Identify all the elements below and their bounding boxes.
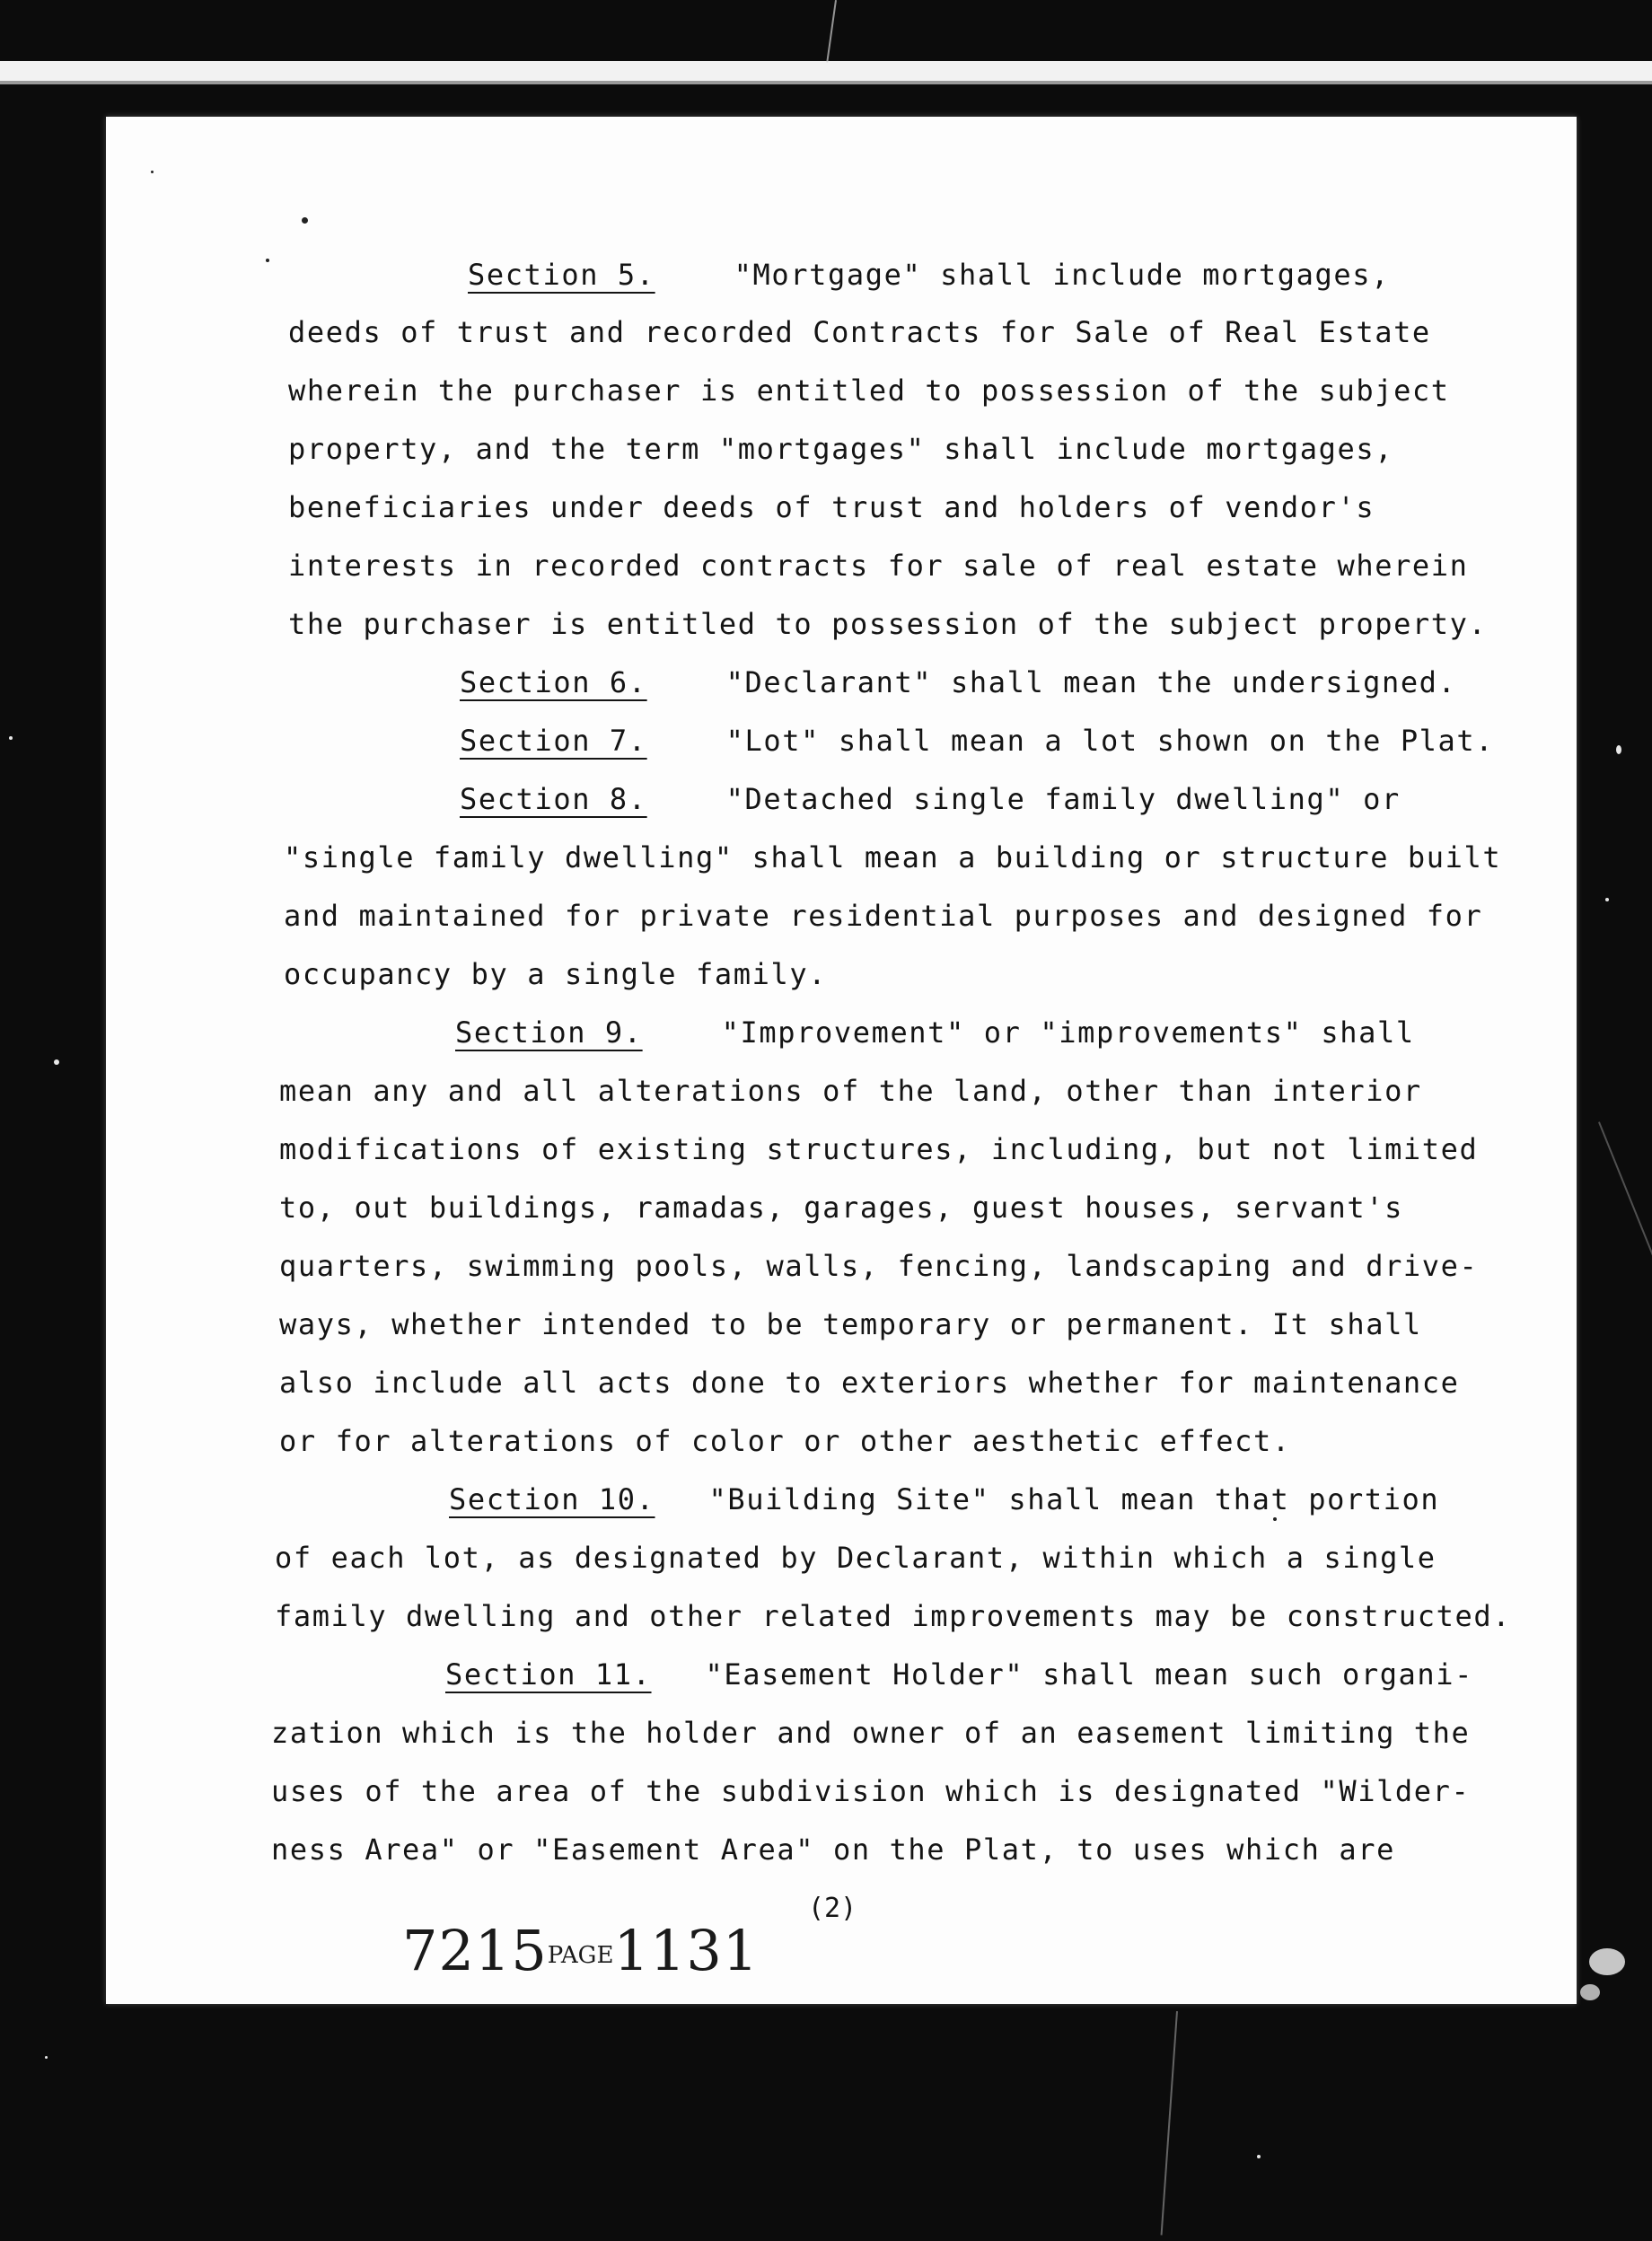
scan-scratch — [826, 0, 837, 63]
text-line: the purchaser is entitled to possession of the subject property. — [288, 607, 1488, 641]
text-line: zation which is the holder and owner of an easement limiting the — [271, 1716, 1471, 1750]
scan-noise — [1589, 1948, 1625, 1975]
section-11-heading — [445, 1657, 1473, 1692]
section-5-heading — [468, 257, 1390, 293]
section-label: Section 7. — [460, 724, 647, 758]
section-text: "Declarant" shall mean the undersigned. — [725, 665, 1457, 699]
scan-speck — [1273, 1517, 1277, 1521]
text-line: "single family dwelling" shall mean a building or structure built — [284, 840, 1502, 874]
text-line: property, and the term "mortgages" shall include mortgages, — [288, 432, 1394, 466]
text-line: quarters, swimming pools, walls, fencing, landscaping and drive- — [279, 1249, 1479, 1283]
scan-noise — [1616, 745, 1621, 754]
section-7-heading — [460, 723, 1494, 759]
document-page — [106, 117, 1577, 2004]
scan-speck — [302, 217, 308, 224]
scan-top-strip — [0, 61, 1652, 81]
text-line: occupancy by a single family. — [284, 957, 828, 991]
text-line: wherein the purchaser is entitled to possession of the subject — [288, 374, 1450, 408]
text-line: beneficiaries under deeds of trust and holders of vendor's — [288, 490, 1375, 524]
scan-speck — [151, 171, 154, 173]
section-text: "Lot" shall mean a lot shown on the Plat. — [725, 724, 1495, 758]
recording-book-page-stamp — [402, 1918, 759, 1983]
text-line: mean any and all alterations of the land, other than interior — [279, 1074, 1422, 1108]
section-6-heading — [460, 664, 1456, 700]
text-line: ways, whether intended to be temporary or permanent. It shall — [279, 1307, 1422, 1341]
text-line: to, out buildings, ramadas, garages, guest houses, servant's — [279, 1191, 1403, 1225]
section-text: "Improvement" or "improvements" shall — [721, 1015, 1415, 1050]
section-label: Section 5. — [468, 258, 655, 292]
scan-noise — [1580, 1984, 1600, 2000]
scan-noise — [54, 1059, 59, 1065]
section-8-heading — [460, 781, 1401, 817]
scan-noise — [1257, 2155, 1261, 2158]
section-text: "Easement Holder" shall mean such organi- — [705, 1657, 1474, 1692]
stamp-separator: PAGE — [547, 1941, 614, 1969]
scan-noise — [1605, 898, 1609, 901]
text-line: uses of the area of the subdivision which is designated "Wilder- — [271, 1774, 1471, 1808]
text-line: and maintained for private residential purposes and designed for — [284, 899, 1483, 933]
text-line: modifications of existing structures, including, but not limited — [279, 1132, 1479, 1166]
page-number: (2) — [808, 1893, 857, 1924]
section-text: "Detached single family dwelling" or — [725, 782, 1401, 816]
section-text: "Mortgage" shall include mortgages, — [734, 258, 1390, 292]
section-label: Section 11. — [445, 1657, 652, 1692]
scan-speck — [266, 259, 269, 262]
page-number-stamp: 1131 — [613, 1918, 760, 1983]
section-9-heading — [455, 1015, 1415, 1050]
text-line: ness Area" or "Easement Area" on the Plat, to uses which are — [271, 1832, 1395, 1867]
section-10-heading — [449, 1481, 1439, 1517]
scan-noise — [9, 736, 13, 740]
section-label: Section 9. — [455, 1015, 643, 1050]
book-number: 7215 — [402, 1918, 548, 1983]
text-line: family dwelling and other related improvements may be constructed. — [275, 1599, 1512, 1633]
scan-scratch — [1161, 2011, 1178, 2236]
scan-top-strip-edge — [0, 81, 1652, 84]
text-line: or for alterations of color or other aesthetic effect. — [279, 1424, 1291, 1458]
text-line: also include all acts done to exteriors whether for maintenance — [279, 1366, 1460, 1400]
text-line: deeds of trust and recorded Contracts for Sale of Real Estate — [288, 315, 1431, 349]
scan-scratch — [1598, 1121, 1652, 1413]
scan-noise — [45, 2056, 48, 2059]
section-label: Section 8. — [460, 782, 647, 816]
section-text: "Building Site" shall mean that portion — [708, 1482, 1440, 1516]
text-line: of each lot, as designated by Declarant, within which a single — [275, 1541, 1437, 1575]
section-label: Section 6. — [460, 665, 647, 699]
text-line: interests in recorded contracts for sale of real estate wherein — [288, 549, 1469, 583]
section-label: Section 10. — [449, 1482, 655, 1516]
